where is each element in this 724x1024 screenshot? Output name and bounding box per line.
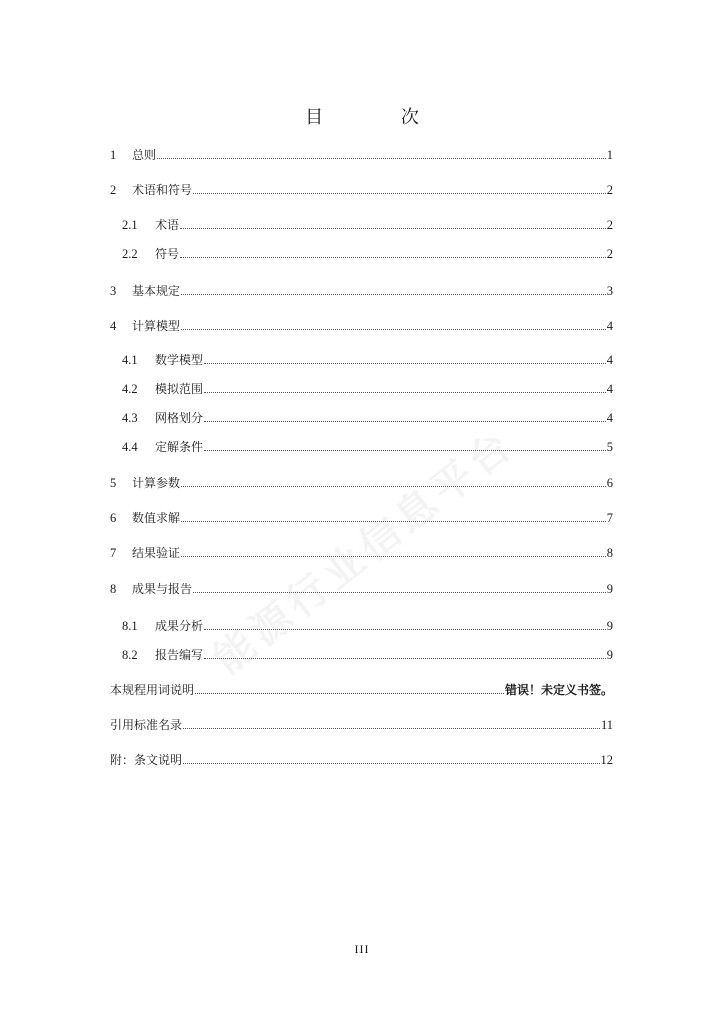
toc-page: 6 — [606, 476, 613, 490]
dot-leader — [204, 392, 606, 393]
toc-entry-4-3[interactable] — [122, 409, 613, 427]
toc-entry-5[interactable] — [110, 474, 613, 492]
toc-entry-2[interactable] — [110, 181, 613, 199]
toc-label: 术语 — [155, 218, 180, 232]
toc-page: 2 — [606, 183, 613, 197]
page-number-footer: III — [354, 942, 370, 956]
toc-number: 4.2 — [122, 382, 138, 396]
toc-entry-2-2[interactable] — [122, 245, 613, 263]
toc-page: 9 — [606, 582, 613, 596]
toc-entry-8-2[interactable] — [122, 646, 613, 664]
dot-leader — [157, 158, 606, 159]
toc-page: 8 — [606, 546, 613, 560]
toc-entry-cited-standards[interactable] — [110, 716, 613, 734]
toc-number: 8.1 — [122, 619, 138, 633]
toc-page: 9 — [606, 648, 613, 662]
toc-number: 8 — [110, 582, 117, 596]
dot-leader — [204, 658, 606, 659]
toc-page: 5 — [606, 440, 613, 454]
toc-page: 3 — [606, 284, 613, 298]
toc-entry-4-2[interactable] — [122, 380, 613, 398]
toc-page: 4 — [606, 411, 613, 425]
toc-entry-explanation[interactable] — [110, 751, 613, 769]
dot-leader — [180, 228, 606, 229]
toc-page: 2 — [606, 247, 613, 261]
dot-leader — [193, 193, 606, 194]
toc-page: 2 — [606, 218, 613, 232]
toc-page: 4 — [606, 319, 613, 333]
dot-leader — [181, 329, 606, 330]
dot-leader — [180, 257, 606, 258]
toc-label: 数值求解 — [132, 511, 181, 525]
toc-number: 6 — [110, 511, 117, 525]
toc-number: 7 — [110, 546, 117, 560]
toc-label: 术语和符号 — [132, 183, 193, 197]
dot-leader — [204, 450, 606, 451]
toc-entry-3[interactable] — [110, 282, 613, 300]
toc-label: 成果与报告 — [132, 582, 193, 596]
toc-entry-terms-usage[interactable] — [110, 681, 613, 699]
dot-leader — [181, 486, 606, 487]
dot-leader — [183, 763, 599, 764]
page-title: 目 次 — [305, 107, 455, 128]
toc-number: 8.2 — [122, 648, 138, 662]
toc-entry-4[interactable] — [110, 317, 613, 335]
toc-label: 模拟范围 — [155, 382, 204, 396]
toc-number: 4.3 — [122, 411, 138, 425]
dot-leader — [183, 728, 600, 729]
toc-label: 总则 — [132, 148, 157, 162]
toc-page: 1 — [606, 148, 613, 162]
toc-number: 3 — [110, 284, 117, 298]
dot-leader — [204, 363, 606, 364]
toc-number: 4 — [110, 319, 117, 333]
toc-label: 附：条文说明 — [110, 753, 183, 767]
toc-page-error: 错误！未定义书签。 — [504, 683, 613, 697]
toc-page: 12 — [600, 753, 613, 767]
dot-leader — [181, 294, 606, 295]
toc-page: 11 — [600, 718, 613, 732]
toc-label: 数学模型 — [155, 353, 204, 367]
toc-page: 9 — [606, 619, 613, 633]
toc-entry-6[interactable] — [110, 509, 613, 527]
toc-label: 计算参数 — [132, 476, 181, 490]
toc-label: 成果分析 — [155, 619, 204, 633]
dot-leader — [204, 421, 606, 422]
watermark: 能源行业信息平台 — [205, 420, 524, 684]
toc-page: 7 — [606, 511, 613, 525]
dot-leader — [193, 592, 606, 593]
toc-label: 报告编写 — [155, 648, 204, 662]
toc-entry-8-1[interactable] — [122, 617, 613, 635]
toc-page: 4 — [606, 382, 613, 396]
toc-number: 5 — [110, 476, 117, 490]
toc-label: 基本规定 — [132, 284, 181, 298]
toc-label: 定解条件 — [155, 440, 204, 454]
toc-entry-7[interactable] — [110, 544, 613, 562]
toc-label: 引用标准名录 — [110, 718, 183, 732]
toc-number: 2.1 — [122, 218, 138, 232]
dot-leader — [195, 693, 504, 694]
toc-label: 计算模型 — [132, 319, 181, 333]
toc-label: 符号 — [155, 247, 180, 261]
dot-leader — [181, 521, 606, 522]
toc-number: 1 — [110, 148, 117, 162]
toc-number: 2 — [110, 183, 117, 197]
toc-entry-1[interactable] — [110, 146, 613, 164]
toc-label: 结果验证 — [132, 546, 181, 560]
toc-number: 4.1 — [122, 353, 138, 367]
toc-entry-2-1[interactable] — [122, 216, 613, 234]
toc-number: 4.4 — [122, 440, 138, 454]
toc-entry-4-1[interactable] — [122, 351, 613, 369]
toc-entry-4-4[interactable] — [122, 438, 613, 456]
toc-number: 2.2 — [122, 247, 138, 261]
toc-entry-8[interactable] — [110, 580, 613, 598]
toc-label: 网格划分 — [155, 411, 204, 425]
toc-page: 4 — [606, 353, 613, 367]
toc-label: 本规程用词说明 — [110, 683, 195, 697]
dot-leader — [204, 629, 606, 630]
dot-leader — [181, 556, 606, 557]
